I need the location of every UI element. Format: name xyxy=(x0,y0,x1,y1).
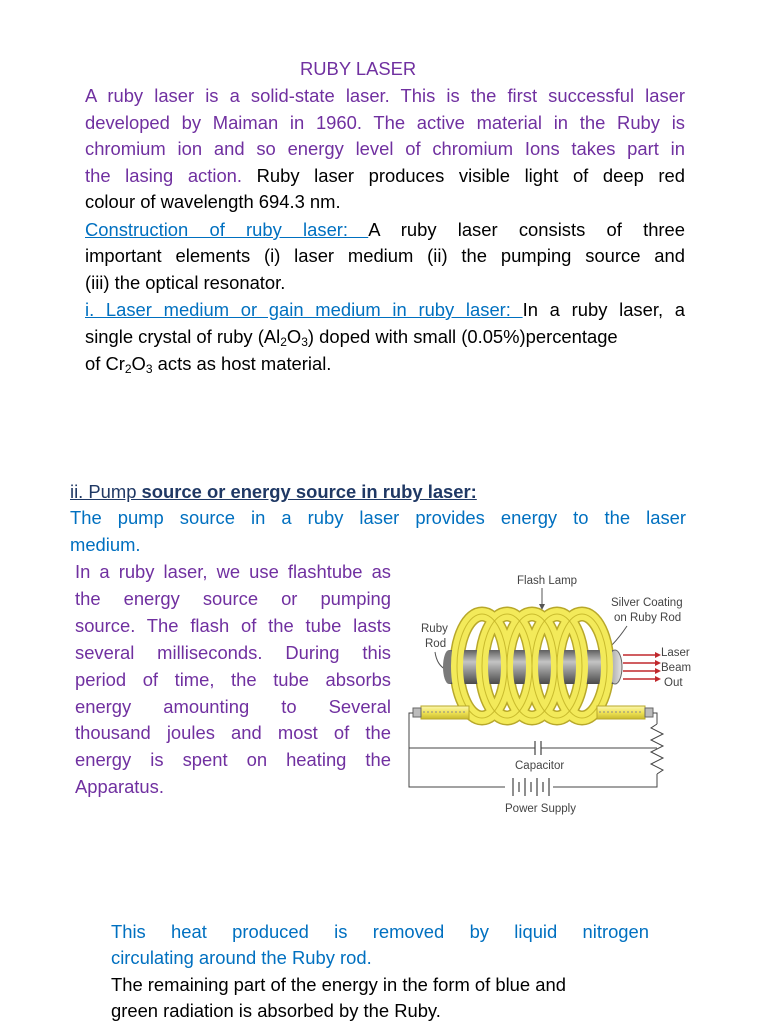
intro-line-3: chromium ion and so energy level of chromium Ions takes part in xyxy=(85,138,685,159)
flashtube-line-3: source. The flash of the tube lasts xyxy=(75,615,391,636)
intro-line-5: colour of wavelength 694.3 nm. xyxy=(85,191,341,212)
medium-line-3c: acts as host material. xyxy=(152,353,332,374)
pump-line-1: The pump source in a ruby laser provides energy to the laser xyxy=(70,507,686,528)
medium-line-3-sub2: 3 xyxy=(145,362,153,376)
flashtube-line-7: thousand joules and most of the xyxy=(75,722,391,743)
medium-heading: i. Laser medium or gain medium in ruby laser: xyxy=(85,299,523,320)
silver-coating-label-2: on Ruby Rod xyxy=(614,612,682,624)
bottom-blue-line-1: This heat produced is removed by liquid nitrogen xyxy=(111,921,649,942)
silver-coating-label-1: Silver Coating xyxy=(611,597,683,609)
lamp-terminal-left xyxy=(413,708,421,717)
laser-beam-label-1: Laser xyxy=(661,647,690,659)
medium-line-2b: O xyxy=(286,326,302,347)
ruby-laser-svg xyxy=(405,566,695,826)
pump-heading-bold: source or energy source in ruby laser: xyxy=(141,481,477,502)
flashtube-line-5: period of time, the tube absorbs xyxy=(75,669,391,690)
construction-heading: Construction of ruby laser: xyxy=(85,219,369,240)
flashtube-line-6: energy amounting to Several xyxy=(75,696,391,717)
construction-line-3: (iii) the optical resonator. xyxy=(85,272,286,293)
flashtube-line-4: several milliseconds. During this xyxy=(75,642,391,663)
medium-line-2a: single crystal of ruby (Al xyxy=(85,326,281,347)
bottom-black-line-2: green radiation is absorbed by the Ruby. xyxy=(111,1000,441,1021)
medium-line-3 xyxy=(85,351,331,377)
pump-line-2: medium. xyxy=(70,534,141,555)
medium-line-3-sub1: 2 xyxy=(124,362,132,376)
medium-line-2-sub2: 3 xyxy=(301,335,308,349)
flashtube-line-9: Apparatus. xyxy=(75,776,164,797)
ruby-rod-label-1: Ruby xyxy=(421,623,448,635)
flashtube-line-1: In a ruby laser, we use flashtube as xyxy=(75,561,391,582)
laser-beam-label-2: Beam xyxy=(661,662,692,674)
pump-heading xyxy=(70,479,477,505)
medium-line-1 xyxy=(85,297,685,323)
intro-line-1: A ruby laser is a solid-state laser. This is the first successful laser xyxy=(85,85,685,106)
ruby-laser-diagram xyxy=(405,566,695,826)
page-title: RUBY LASER xyxy=(300,58,417,79)
intro-line-2: developed by Maiman in 1960. The active material in the Ruby is xyxy=(85,112,685,133)
medium-line-2 xyxy=(85,324,618,350)
bottom-black-line-1: The remaining part of the energy in the form of blue and xyxy=(111,974,566,995)
flash-lamp-label: Flash Lamp xyxy=(517,575,578,587)
pump-heading-prefix: ii. Pump xyxy=(70,481,142,502)
flashtube-line-2: the energy source or pumping xyxy=(75,588,391,609)
construction-line-1 xyxy=(85,217,685,243)
intro-visible-light-text: Ruby laser produces visible light of deep red xyxy=(256,165,685,186)
medium-line-3b: O xyxy=(131,353,146,374)
medium-line-2-sub1: 2 xyxy=(280,335,287,349)
medium-text: In a ruby laser, a xyxy=(522,299,686,320)
flashtube-line-8: energy is spent on heating the xyxy=(75,749,391,770)
ruby-rod-label-2: Rod xyxy=(425,638,447,650)
resistor-icon xyxy=(651,724,663,774)
battery-icon xyxy=(513,778,549,796)
lamp-terminal-right xyxy=(645,708,653,717)
medium-line-2c: ) doped with small (0.05%)percentage xyxy=(307,326,618,347)
construction-text: A ruby laser consists of three xyxy=(368,219,685,240)
power-supply-label: Power Supply xyxy=(505,803,576,815)
capacitor-label: Capacitor xyxy=(515,760,565,772)
medium-line-3a: of Cr xyxy=(85,353,125,374)
construction-line-2: important elements (i) laser medium (ii) the pumping source and xyxy=(85,245,685,266)
silver-coating-pointer xyxy=(611,626,627,646)
intro-line-4 xyxy=(85,163,685,189)
laser-beam-label-3: Out xyxy=(664,677,683,689)
bottom-blue-line-2: circulating around the Ruby rod. xyxy=(111,947,372,968)
laser-beam xyxy=(623,652,661,682)
intro-lasing-text: the lasing action. xyxy=(85,165,243,186)
